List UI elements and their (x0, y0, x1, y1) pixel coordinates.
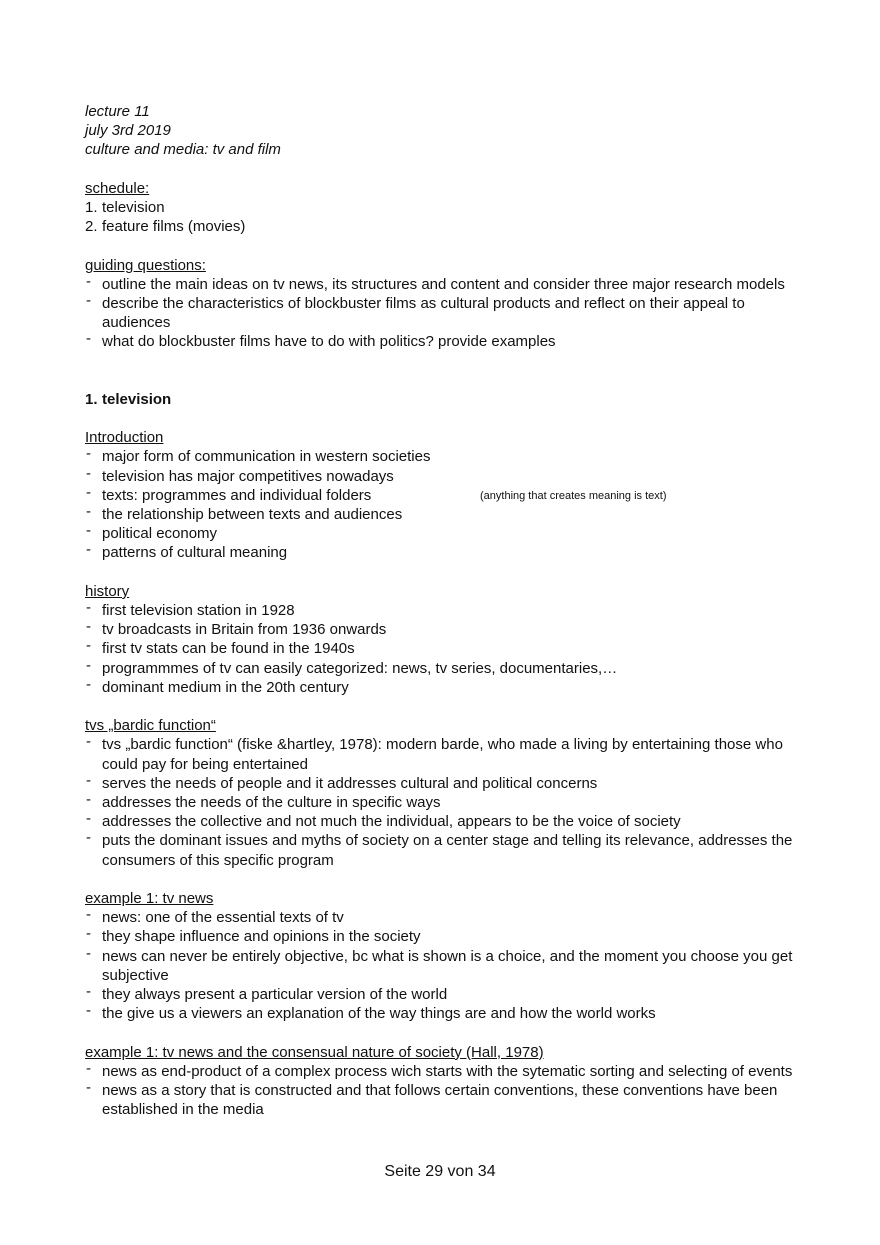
bullet-item (85, 524, 805, 543)
dash-bullet-icon: - (86, 541, 91, 559)
bullet-text: dominant medium in the 20th century (102, 678, 349, 696)
bullet-list (85, 735, 805, 869)
dash-bullet-icon: - (86, 522, 91, 540)
bullet-item (85, 505, 805, 524)
guiding-questions-list (85, 272, 805, 352)
bullet-item (85, 332, 805, 351)
bullet-item (85, 812, 805, 831)
schedule-list (85, 198, 805, 236)
bullet-item (85, 944, 805, 985)
bullet-item (85, 272, 805, 294)
dash-bullet-icon: - (86, 1059, 91, 1077)
bullet-item (85, 831, 805, 869)
item-number: 2. (85, 218, 98, 236)
bullet-item (85, 543, 805, 562)
section-number: 1. (85, 390, 98, 408)
dash-bullet-icon: - (86, 1002, 91, 1020)
dash-bullet-icon: - (86, 483, 91, 501)
dash-bullet-icon: - (86, 445, 91, 463)
lecture-topic: culture and media: tv and film (85, 141, 281, 159)
bullet-item (85, 464, 805, 486)
item-label: television (102, 198, 165, 216)
dash-bullet-icon: - (86, 925, 91, 943)
bullet-text: major form of communication in western societies (102, 448, 431, 466)
bullet-list (85, 447, 805, 562)
bullet-text: news as a story that is constructed and that follows certain conventions, these conventions have been established in the media (102, 1082, 778, 1119)
dash-bullet-icon: - (86, 464, 91, 482)
dash-bullet-icon: - (86, 983, 91, 1001)
section-title: television (102, 390, 172, 408)
schedule-item (85, 217, 805, 236)
subsection-heading: example 1: tv news (85, 890, 214, 908)
bullet-list (85, 908, 805, 1023)
bullet-text: news as end-product of a complex process wich starts with the sytematic sorting and selecting of events (102, 1062, 793, 1080)
bullet-item (85, 639, 805, 658)
bullet-item (85, 908, 805, 927)
bullet-item (85, 1004, 805, 1023)
bullet-text: first tv stats can be found in the 1940s (102, 640, 355, 658)
bullet-item (85, 447, 805, 466)
dash-bullet-icon: - (86, 733, 91, 751)
dash-bullet-icon: - (86, 291, 91, 309)
bullet-item (85, 675, 805, 697)
lecture-number: lecture 11 (85, 103, 150, 120)
bullet-text: describe the characteristics of blockbuster films as cultural products and reflect on their appeal to audiences (102, 294, 745, 332)
bullet-item (85, 771, 805, 793)
bullet-text: patterns of cultural meaning (102, 544, 288, 562)
bullet-item (85, 1081, 805, 1119)
dash-bullet-icon: - (86, 771, 91, 789)
bullet-text: texts: programmes and individual folders (102, 486, 372, 504)
bullet-item (85, 927, 805, 946)
bullet-item (85, 985, 805, 1004)
dash-bullet-icon: - (86, 503, 91, 521)
dash-bullet-icon: - (86, 272, 91, 290)
dash-bullet-icon: - (86, 791, 91, 809)
subsection-heading: example 1: tv news and the consensual nature of society (Hall, 1978) (85, 1043, 544, 1061)
lecture-date: july 3rd 2019 (85, 122, 171, 140)
bullet-text: they always present a particular version of the world (102, 986, 448, 1004)
bullet-list (85, 1059, 805, 1120)
document-page (85, 102, 805, 1119)
dash-bullet-icon: - (86, 675, 91, 693)
bullet-text: serves the needs of people and it addresses cultural and political concerns (102, 774, 598, 792)
bullet-item (85, 793, 805, 812)
bullet-item (85, 483, 805, 505)
bullet-item (85, 1059, 805, 1081)
subsection-heading: tvs „bardic function“ (85, 717, 216, 735)
bullet-item (85, 291, 805, 332)
subsection-heading: Introduction (85, 429, 164, 447)
subsection-heading: history (85, 582, 130, 600)
bullet-item (85, 656, 805, 678)
dash-bullet-icon: - (86, 618, 91, 636)
bullet-text: news: one of the essential texts of tv (102, 909, 344, 927)
dash-bullet-icon: - (86, 810, 91, 828)
dash-bullet-icon: - (86, 906, 91, 924)
bullet-text: puts the dominant issues and myths of society on a center stage and telling its relevance, addresses the consumers of this specific program (102, 832, 793, 869)
guiding-questions-heading: guiding questions: (85, 256, 206, 274)
bullet-text: tvs „bardic function“ (fiske &hartley, 1978): modern barde, who made a living by entertaining those who could pay for being entertained (102, 736, 783, 773)
bullet-list (85, 601, 805, 697)
bullet-item (85, 735, 805, 773)
item-label: feature films (movies) (102, 218, 246, 236)
bullet-text: first television station in 1928 (102, 602, 295, 620)
schedule-heading: schedule: (85, 179, 150, 197)
item-number: 1. (85, 198, 98, 216)
bullet-text: outline the main ideas on tv news, its structures and content and consider three major research models (102, 275, 785, 293)
bullet-text: addresses the collective and not much the individual, appears to be the voice of society (102, 813, 681, 831)
dash-bullet-icon: - (86, 829, 91, 847)
bullet-text: what do blockbuster films have to do with politics? provide examples (102, 333, 556, 351)
dash-bullet-icon: - (86, 330, 91, 348)
dash-bullet-icon: - (86, 599, 91, 617)
bullet-text: news can never be entirely objective, bc what is shown is a choice, and the moment you choose you get subjective (102, 947, 793, 984)
bullet-item (85, 620, 805, 639)
bullet-text: tv broadcasts in Britain from 1936 onwards (102, 621, 387, 639)
dash-bullet-icon: - (86, 637, 91, 655)
bullet-text: political economy (102, 525, 218, 543)
bullet-text: the relationship between texts and audiences (102, 506, 403, 524)
dash-bullet-icon: - (86, 656, 91, 674)
bullet-text: television has major competitives nowadays (102, 467, 394, 485)
section-heading-television (85, 390, 805, 409)
bullet-item (85, 601, 805, 620)
schedule-item (85, 198, 805, 217)
side-note: (anything that creates meaning is text) (480, 489, 667, 502)
bullet-text: they shape influence and opinions in the society (102, 928, 421, 946)
dash-bullet-icon: - (86, 1079, 91, 1097)
page-number: Seite 29 von 34 (384, 1163, 496, 1180)
dash-bullet-icon: - (86, 944, 91, 962)
bullet-text: the give us a viewers an explanation of the way things are and how the world works (102, 1005, 656, 1023)
bullet-text: programmmes of tv can easily categorized: news, tv series, documentaries,… (102, 659, 618, 677)
bullet-text: addresses the needs of the culture in specific ways (102, 794, 441, 812)
